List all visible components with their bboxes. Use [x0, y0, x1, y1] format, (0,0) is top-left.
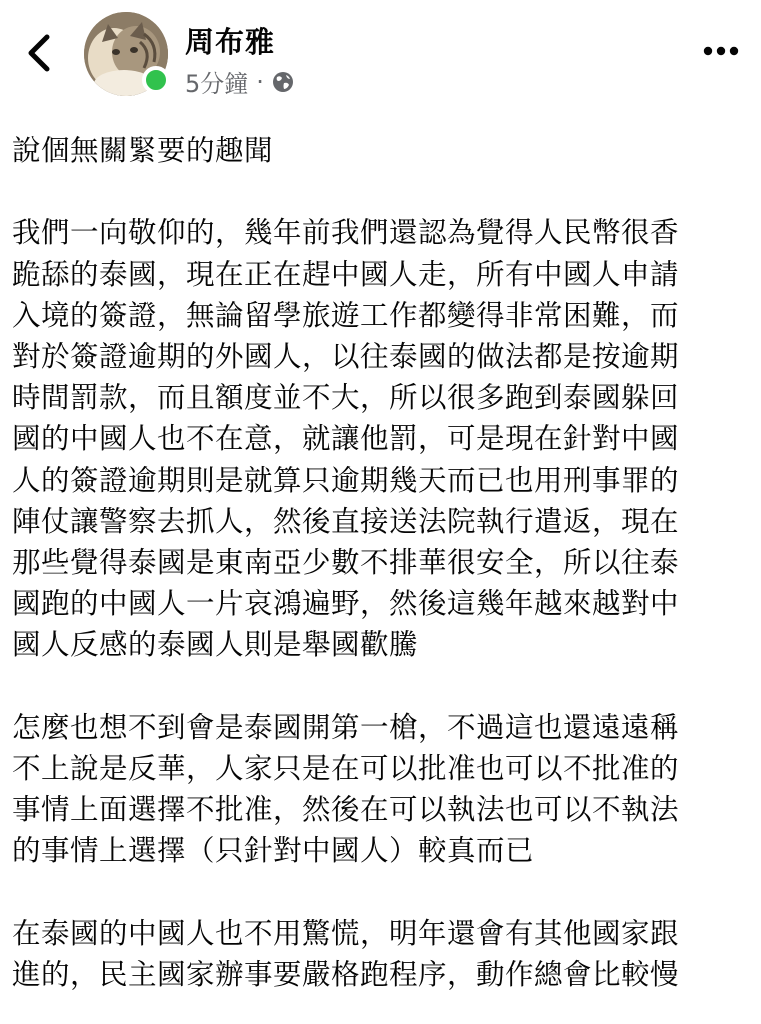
- meta-separator: ·: [256, 67, 264, 96]
- post-paragraph-3: 怎麼也想不到會是泰國開第一槍，不過這也還遠遠稱 不上說是反華，人家只是在可以批准也可以不批准的 事情上面選擇不批准，然後在可以執法也可以不執法 的事情上選擇（只針對中國人）較真而已: [12, 710, 680, 868]
- back-button[interactable]: [18, 30, 58, 76]
- post-paragraph-1: 說個無關緊要的趣聞: [12, 134, 274, 167]
- paragraph-gap: [12, 872, 742, 913]
- post-meta: [185, 64, 294, 99]
- post-paragraph-2: 我們一向敬仰的，幾年前我們還認為覺得人民幣很香 跪舔的泰國，現在正在趕中國人走，所有中國人申請 入境的簽證，無論留學旅遊工作都變得非常困難，而 對於簽證逾期的外國人，以往泰國的做法都是按逾期 時間罰款，而且額度並不大，所以很多跑到泰國躲回 國的中國人也不在意，就讓他罰，可是現在針對中國 人的簽證逾期則是就算只逾期幾天而已也用刑事罪的 陣仗讓警察去抓人，然後直接送法院執行遣返，現在 那些覺得泰國是東南亞少數不排華很安全，所以往泰 國跑的中國人一片哀鴻遍野，然後這幾年越來越對中 國人反感的泰國人則是舉國歡騰: [12, 216, 680, 662]
- globe-icon[interactable]: [272, 71, 294, 93]
- more-dots-icon: [703, 46, 739, 56]
- author-name[interactable]: 周布雅: [185, 25, 276, 59]
- paragraph-gap: [12, 666, 742, 707]
- paragraph-gap: [12, 171, 742, 212]
- avatar[interactable]: [84, 12, 168, 96]
- post-body: [12, 130, 742, 995]
- post-time[interactable]: 5分鐘: [185, 70, 249, 98]
- more-options-button[interactable]: [701, 36, 741, 66]
- online-status-dot: [142, 66, 170, 94]
- post-paragraph-4: 在泰國的中國人也不用驚慌，明年還會有其他國家跟 進的，民主國家辦事要嚴格跑程序，動作總會比較慢: [12, 916, 680, 992]
- chevron-left-icon: [25, 33, 51, 73]
- post-header: [0, 0, 761, 110]
